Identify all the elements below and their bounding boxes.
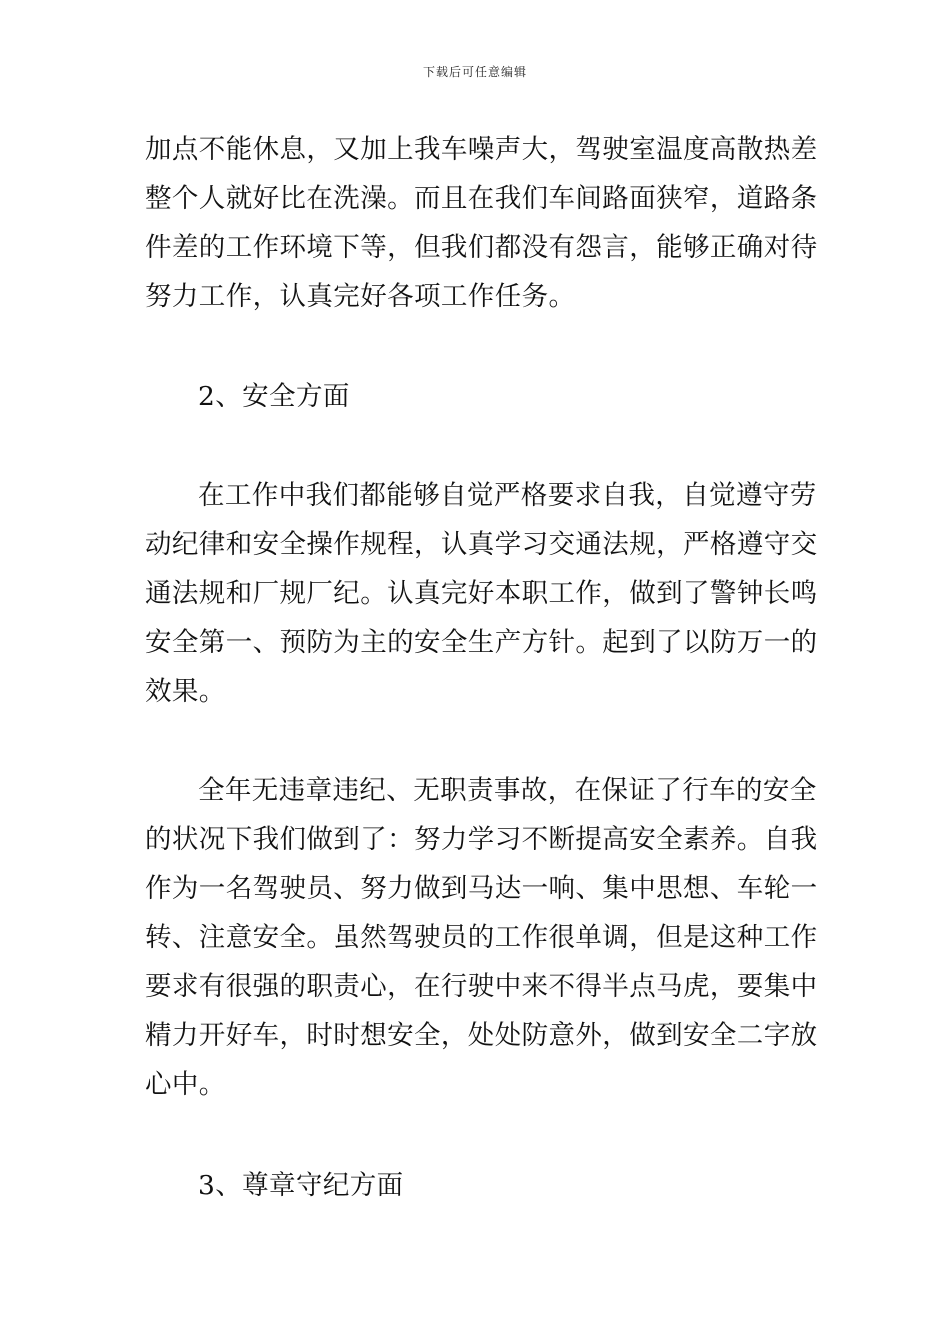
body-text-line: 努力工作，认真完好各项工作任务。 — [145, 281, 576, 312]
body-text-line: 全年无违章违纪、无职责事故，在保证了行车的安全 — [198, 775, 817, 806]
body-text-line: 的状况下我们做到了：努力学习不断提高安全素养。自我 — [145, 824, 818, 855]
body-text-line: 在工作中我们都能够自觉严格要求自我，自觉遵守劳 — [198, 480, 817, 511]
body-text-line: 作为一名驾驶员、努力做到马达一响、集中思想、车轮一 — [145, 873, 818, 904]
body-text-line: 要求有很强的职责心，在行驶中来不得半点马虎，要集中 — [145, 971, 818, 1002]
body-text-line: 转、注意安全。虽然驾驶员的工作很单调，但是这种工作 — [145, 922, 818, 953]
body-text-line: 心中。 — [145, 1069, 226, 1100]
body-text-line: 动纪律和安全操作规程，认真学习交通法规，严格遵守交 — [145, 529, 818, 560]
page-header-note: 下载后可任意编辑 — [422, 65, 527, 79]
body-text-line: 效果。 — [145, 676, 226, 707]
body-text-line: 精力开好车，时时想安全，处处防意外，做到安全二字放 — [145, 1020, 818, 1051]
section-heading: 3、尊章守纪方面 — [198, 1170, 404, 1201]
body-text-line: 加点不能休息，又加上我车噪声大，驾驶室温度高散热差 — [145, 134, 818, 165]
body-text-line: 整个人就好比在洗澡。而且在我们车间路面狭窄，道路条 — [145, 183, 818, 214]
body-text-line: 件差的工作环境下等，但我们都没有怨言，能够正确对待 — [145, 232, 818, 263]
section-heading: 2、安全方面 — [198, 381, 350, 412]
body-text-line: 通法规和厂规厂纪。认真完好本职工作，做到了警钟长鸣 — [145, 578, 818, 609]
body-text-line: 安全第一、预防为主的安全生产方针。起到了以防万一的 — [145, 627, 818, 658]
